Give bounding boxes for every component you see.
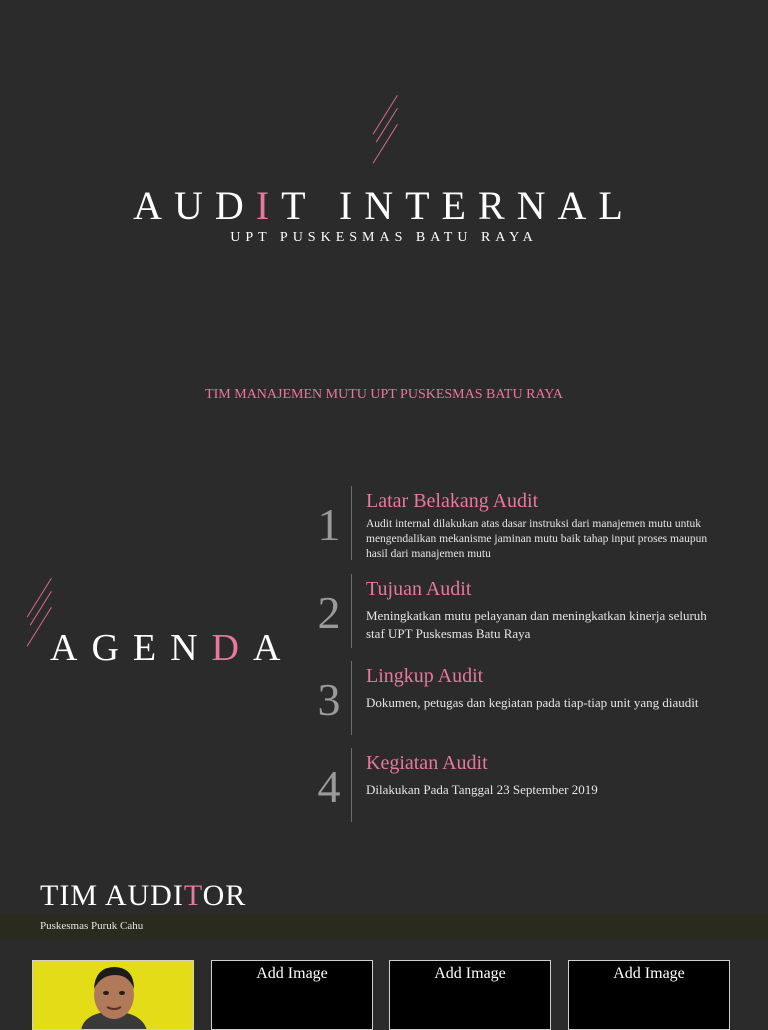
agenda-item-description: Audit internal dilakukan atas dasar instruksi dari manajemen mutu untuk mengendalikan mekanisme jaminan mutu baik tahap input proses maupun hasil dari manajemen mutu xyxy=(366,518,708,560)
agenda-item-title: Latar Belakang Audit xyxy=(366,490,539,512)
agenda-heading: AGENDA xyxy=(50,627,295,669)
tim-auditor-heading: TIM AUDITOR xyxy=(40,879,247,912)
image-placeholder-2[interactable] xyxy=(389,960,551,1030)
auditor-photo xyxy=(32,960,194,1030)
add-image-label: Add Image xyxy=(613,965,685,982)
tim-accent-letter: T xyxy=(183,879,203,912)
agenda-number: 2 xyxy=(317,587,341,638)
tim-auditor-subtitle: Puskesmas Puruk Cahu xyxy=(40,920,144,932)
agenda-divider xyxy=(351,574,352,648)
image-placeholder-1[interactable] xyxy=(211,960,373,1030)
page-title: AUDIT INTERNAL xyxy=(133,183,635,228)
person-portrait-icon xyxy=(33,961,194,1030)
add-image-label: Add Image xyxy=(434,965,506,982)
agenda-number: 4 xyxy=(317,761,341,812)
agenda-item-1 xyxy=(312,486,732,562)
agenda-item-description: Meningkatkan mutu pelayanan dan meningkatkan kinerja seluruh staf UPT Puskesmas Batu Raya xyxy=(366,608,707,641)
agenda-item-3 xyxy=(312,661,732,737)
agenda-divider xyxy=(351,486,352,560)
agenda-number: 1 xyxy=(317,499,341,550)
agenda-item-description: Dokumen, petugas dan kegiatan pada tiap-tiap unit yang diaudit xyxy=(366,695,699,710)
agenda-item-2 xyxy=(312,574,732,650)
team-name: TIM MANAJEMEN MUTU UPT PUSKESMAS BATU RAYA xyxy=(205,387,563,402)
image-placeholder-3[interactable] xyxy=(568,960,730,1030)
title-accent-letter: I xyxy=(255,183,282,228)
agenda-divider xyxy=(351,748,352,822)
agenda-accent-letter: D xyxy=(211,627,253,669)
agenda-divider xyxy=(351,661,352,735)
agenda-item-title: Tujuan Audit xyxy=(366,578,472,600)
agenda-item-description: Dilakukan Pada Tanggal 23 September 2019 xyxy=(366,782,598,797)
add-image-label: Add Image xyxy=(256,965,328,982)
agenda-item-4 xyxy=(312,748,732,824)
page-subtitle: UPT PUSKESMAS BATU RAYA xyxy=(230,230,538,245)
agenda-item-title: Lingkup Audit xyxy=(366,665,484,687)
agenda-item-title: Kegiatan Audit xyxy=(366,752,488,774)
agenda-number: 3 xyxy=(317,674,341,725)
